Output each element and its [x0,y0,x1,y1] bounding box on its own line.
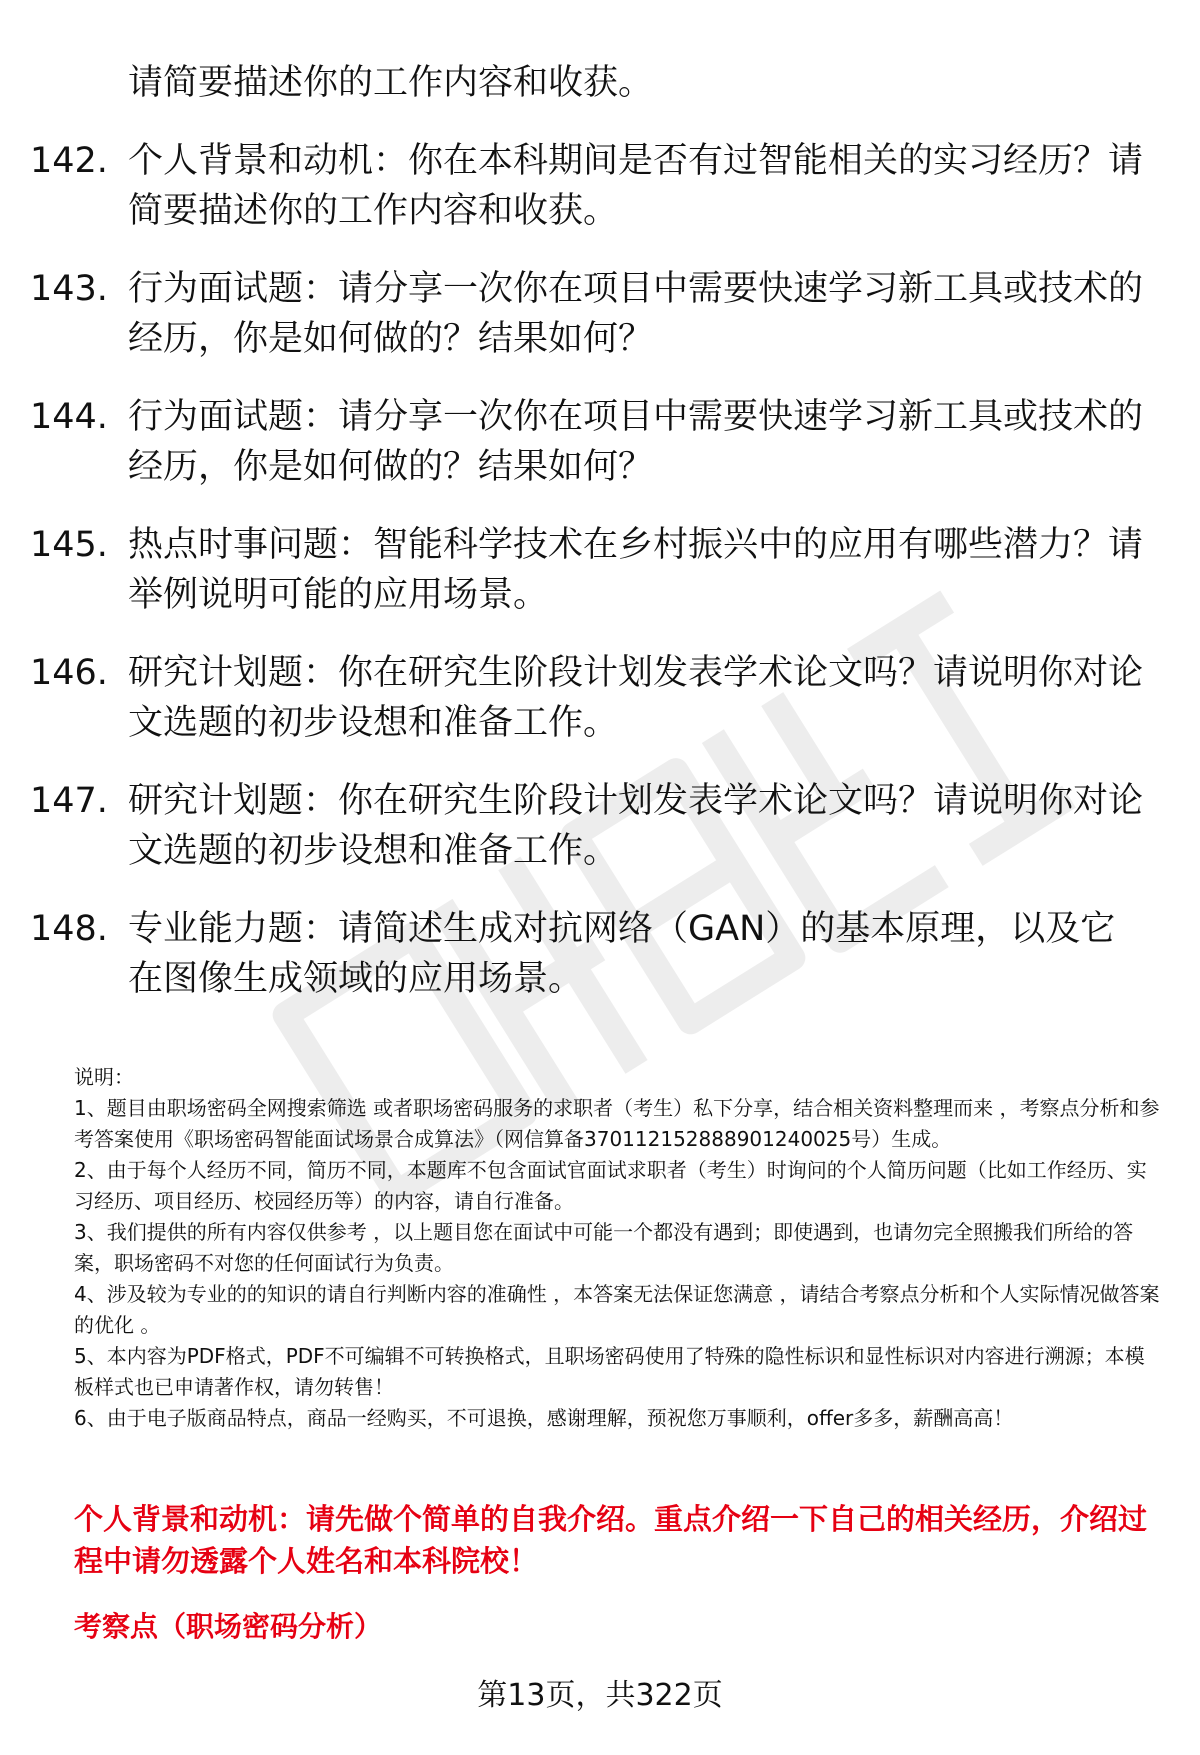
question-continuation: 请简要描述你的工作内容和收获。 [128,63,654,103]
notes-line: 5、本内容为PDF格式，PDF不可编辑不可转换格式，且职场密码使用了特殊的隐性标识和显性标识对内容进行溯源；本模板样式也已申请著作权，请勿转售！ [74,1344,1145,1399]
question-item [30,648,1150,748]
question-text: 研究计划题：你在研究生阶段计划发表学术论文吗？请说明你对论文选题的初步设想和准备工作。 [128,653,1144,743]
question-number: 148. [30,909,108,949]
notes-line: 6、由于电子版商品特点，商品一经购买，不可退换，感谢理解，预祝您万事顺利，offer多多，薪酬高高！ [74,1406,1014,1430]
question-item [30,264,1150,364]
question-number: 146. [30,653,108,693]
analysis-subheading: 考察点（职场密码分析） [74,1610,383,1643]
question-text: 行为面试题：请分享一次你在项目中需要快速学习新工具或技术的经历，你是如何做的？结果如何？ [128,397,1144,487]
notes-line: 3、我们提供的所有内容仅供参考 ，以上题目您在面试中可能一个都没有遇到；即使遇到，也请勿完全照搬我们所给的答案，职场密码不对您的任何面试行为负责。 [74,1220,1134,1275]
question-text: 行为面试题：请分享一次你在项目中需要快速学习新工具或技术的经历，你是如何做的？结果如何？ [128,269,1144,359]
highlight-question: 个人背景和动机：请先做个简单的自我介绍。重点介绍一下自己的相关经历，介绍过程中请勿透露个人姓名和本科院校！ [74,1502,1148,1578]
question-number: 144. [30,397,108,437]
question-text: 研究计划题：你在研究生阶段计划发表学术论文吗？请说明你对论文选题的初步设想和准备工作。 [128,781,1144,871]
question-item [30,520,1150,620]
question-number: 147. [30,781,108,821]
question-number: 142. [30,141,108,181]
question-number: 143. [30,269,108,309]
page-number: 第13页，共322页 [477,1678,723,1713]
question-item [30,136,1150,236]
question-item [30,904,1150,1004]
question-list [30,58,1150,1004]
question-item [30,776,1150,876]
notes-title: 说明： [74,1065,134,1089]
notes-line: 2、由于每个人经历不同，简历不同，本题库不包含面试官面试求职者（考生）时询问的个人简历问题（比如工作经历、实习经历、项目经历、校园经历等）的内容，请自行准备。 [74,1158,1147,1213]
question-number: 145. [30,525,108,565]
question-text: 个人背景和动机：你在本科期间是否有过智能相关的实习经历？请简要描述你的工作内容和收获。 [128,141,1144,231]
notes-section [74,1062,1164,1434]
question-text: 专业能力题：请简述生成对抗网络（GAN）的基本原理，以及它在图像生成领域的应用场景。 [128,909,1116,999]
notes-line: 1、题目由职场密码全网搜索筛选 或者职场密码服务的求职者（考生）私下分享，结合相关资料整理而来 ，考察点分析和参考答案使用《职场密码智能面试场景合成算法》（网信算备370112152888901240025号）生成。 [74,1096,1160,1151]
notes-line: 4、涉及较为专业的的知识的请自行判断内容的准确性 ，本答案无法保证您满意 ，请结合考察点分析和个人实际情况做答案的优化 。 [74,1282,1160,1337]
question-text: 热点时事问题：智能科学技术在乡村振兴中的应用有哪些潜力？请举例说明可能的应用场景。 [128,525,1144,615]
question-item [30,392,1150,492]
